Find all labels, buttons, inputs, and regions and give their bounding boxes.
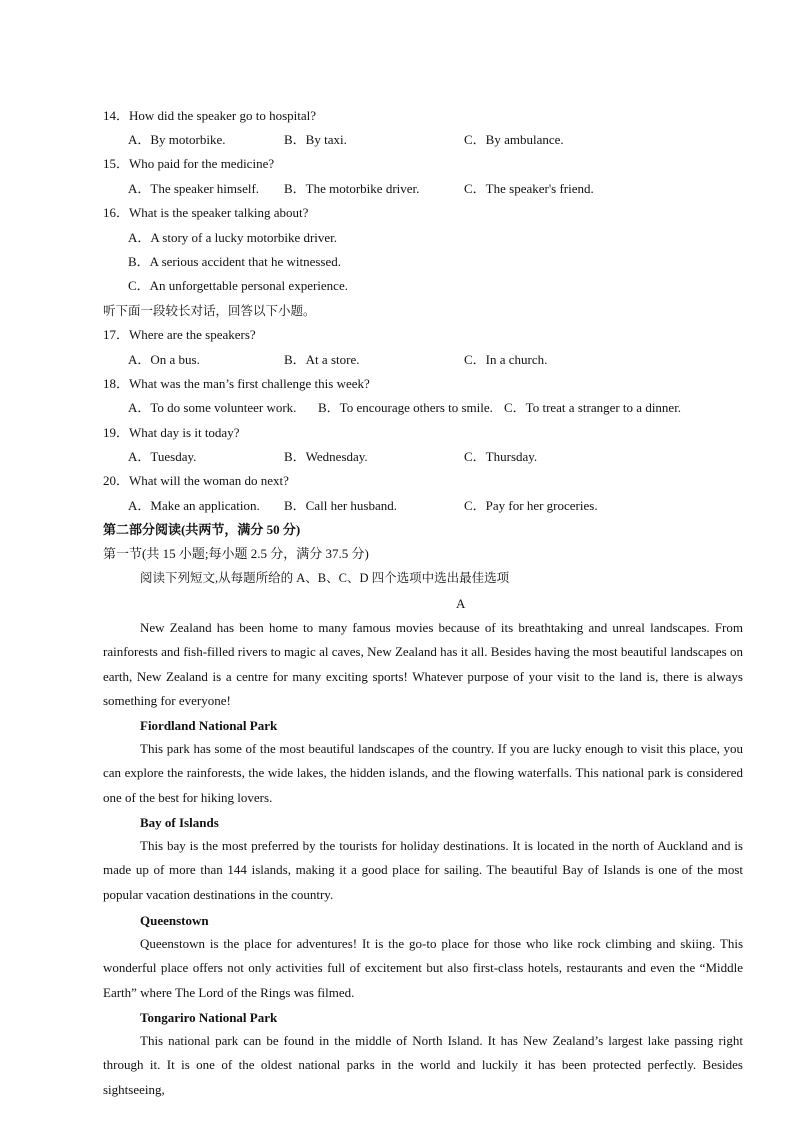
queenstown-heading: Queenstown — [140, 913, 209, 928]
fiordland-heading: Fiordland National Park — [140, 718, 278, 733]
q16-option-c: C．An unforgettable personal experience. — [128, 278, 348, 293]
q20-option-c: C．Pay for her groceries. — [464, 498, 598, 513]
listening-instruction: 听下面一段较长对话，回答以下小题。 — [103, 304, 316, 318]
q15-option-b: B．The motorbike driver. — [284, 181, 420, 196]
q19-option-b: B．Wednesday. — [284, 449, 368, 464]
q20-option-b: B．Call her husband. — [284, 498, 398, 513]
q14-option-a: A．By motorbike. — [128, 132, 226, 147]
q16-option-a: A．A story of a lucky motorbike driver. — [128, 230, 338, 245]
bay-of-islands-heading: Bay of Islands — [140, 815, 219, 830]
passage-intro: New Zealand has been home to many famous movies because of its breathtaking and unreal landscapes. From rainforests and fish-filled rivers to magic al caves, New Zealand has it all. Besides having the most beautiful landscapes on earth, New Zealand is a centre for many exciting sports! Whatever purpose of your visit to the land is, there is always something for everyone! — [103, 620, 743, 708]
q20-option-a: A．Make an application. — [128, 498, 260, 513]
q15-option-c: C．The speaker's friend. — [464, 181, 594, 196]
part-two-title: 第二部分阅读(共两节，满分 50 分) — [103, 522, 301, 537]
tongariro-heading: Tongariro National Park — [140, 1010, 278, 1025]
question-20: 20．What will the woman do next? — [103, 473, 289, 488]
q18-option-c: C．To treat a stranger to a dinner. — [504, 400, 682, 415]
q14-option-b: B．By taxi. — [284, 132, 347, 147]
q17-option-a: A．On a bus. — [128, 352, 200, 367]
passage-label: A — [456, 596, 466, 611]
q17-option-b: B．At a store. — [284, 352, 360, 367]
tongariro-body: This national park can be found in the middle of North Island. It has New Zealand’s largest lake passing right through it. It is one of the oldest national parks in the world and luckily it has been protected perfectly. Besides sightseeing, — [103, 1033, 743, 1097]
q17-option-c: C．In a church. — [464, 352, 548, 367]
fiordland-body: This park has some of the most beautiful landscapes of the country. If you are lucky enough to visit this place, you can explore the rainforests, the wide lakes, the hidden islands, and the flowing waterfalls. This national park is considered one of the best for hiking lovers. — [103, 741, 743, 805]
question-15: 15．Who paid for the medicine? — [103, 156, 275, 171]
queenstown-body: Queenstown is the place for adventures! It is the go-to place for those who like rock climbing and skiing. This wonderful place offers not only activities full of excitement but also first-class hotels, restaurants and even the “Middle Earth” where The Lord of the Rings was filmed. — [103, 936, 743, 1000]
question-16: 16．What is the speaker talking about? — [103, 205, 309, 220]
question-19: 19．What day is it today? — [103, 425, 240, 440]
bay-of-islands-body: This bay is the most preferred by the tourists for holiday destinations. It is located in the north of Auckland and is made up of more than 144 islands, making it a good place for sailing. The beautiful Bay of Islands is one of the most popular vacation destinations in the country. — [103, 838, 743, 902]
q15-option-a: A．The speaker himself. — [128, 181, 260, 196]
q16-option-b: B．A serious accident that he witnessed. — [128, 254, 342, 269]
question-18: 18．What was the man’s first challenge this week? — [103, 376, 370, 391]
question-17: 17．Where are the speakers? — [103, 327, 256, 342]
q19-option-c: C．Thursday. — [464, 449, 538, 464]
question-14: 14．How did the speaker go to hospital? — [103, 108, 317, 123]
q18-option-b: B．To encourage others to smile. — [318, 400, 493, 415]
q19-option-a: A．Tuesday. — [128, 449, 197, 464]
q14-option-c: C．By ambulance. — [464, 132, 564, 147]
q18-option-a: A．To do some volunteer work. — [128, 400, 297, 415]
section-one-title: 第一节(共 15 小题;每小题 2.5 分，满分 37.5 分) — [103, 546, 369, 561]
reading-directions: 阅读下列短文,从每题所给的 A、B、C、D 四个选项中选出最佳选项 — [140, 571, 510, 585]
